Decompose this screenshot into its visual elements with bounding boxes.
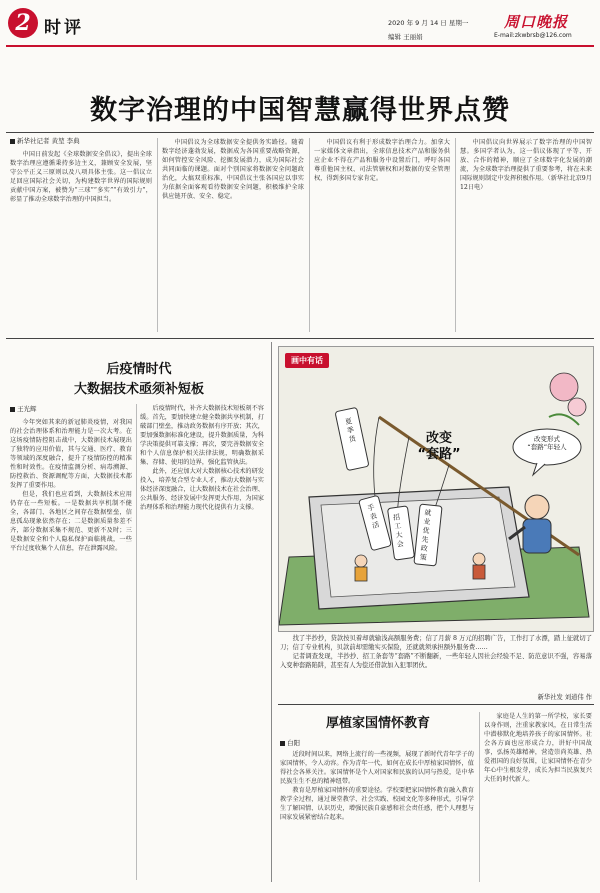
- cartoon-frame: [278, 346, 594, 632]
- article2-col1: [10, 418, 132, 880]
- article2-title-line2: 大数据技术亟须补短板: [73, 382, 204, 397]
- article1-col2: [162, 138, 304, 332]
- issue-editor: 编辑 王丽娟: [388, 33, 423, 41]
- col-divider: [157, 138, 158, 332]
- cartoon-speech: 改变形式 “套路”年轻人: [527, 435, 567, 451]
- cartoon-illustration: [279, 347, 593, 631]
- header-rule: [6, 45, 594, 47]
- col-divider: [455, 138, 456, 332]
- article1-byline: 新华社记者 黄堃 李典: [10, 136, 80, 145]
- paragraph: 家庭是人生的第一所学校，家长要以身作则，注重家教家风，在日常生活中潜移默化地培养孩子的家国情怀。社会各方面也应形成合力，讲好中国故事，弘扬英雄精神，营造崇尚英雄、热爱祖国的良好氛围，让家国情怀在青少年心中生根发芽，成长为担当民族复兴大任的时代新人。: [484, 713, 592, 783]
- paragraph: 后疫情时代，补齐大数据技术短板刻不容缓。首先，要加快建立健全数据共享机制，打破部门壁垒，推动政务数据有序开放；其次，要加强数据标准化建设，提升数据质量，为科学决策提供可靠支撑；再次，要完善数据安全和个人信息保护相关法律法规，明确数据采集、存储、使用的边界，强化监管执法。: [140, 405, 264, 466]
- article1-col1: [10, 150, 152, 332]
- col-divider: [271, 342, 272, 882]
- byline-square-icon: [280, 741, 285, 746]
- article3-col2: [484, 712, 592, 882]
- contact-email: E-mail:zkwbrsb@126.com: [494, 32, 572, 39]
- col-divider: [309, 138, 310, 332]
- paragraph: 近段时间以来，网络上流行的一些视频，展现了新时代青年学子的家国情怀，令人动容。作为青年一代，如何在成长中厚植家国情怀，值得社会各界关注。家国情怀是个人对国家和民族的认同与热爱，是中华民族生生不息的精神纽带。: [280, 751, 474, 785]
- article1-col4: [460, 138, 592, 332]
- paragraph: 今年突如其来的新冠肺炎疫情，对我国的社会治理体系和治理能力是一次大考。在这场疫情防控阻击战中，大数据技术展现出了独特的应用价值，其与交通、医疗、教育等领域的深度融合，提升了疫情防控的精准性和时效性。在疫情监测分析、病毒溯源、防控救治、资源调配等方面，大数据技术都发挥了重要作用。: [10, 419, 132, 489]
- cartoon-tag-3: 招工大会: [392, 513, 405, 549]
- paragraph: 但是，我们也应看到，大数据技术应用仍存在一些短板。一是数据共享机制不健全，各部门、各地区之间存在数据壁垒，信息孤岛现象依然存在；二是数据质量参差不齐，部分数据采集不规范、更新不及时；三是数据安全和个人隐私保护面临挑战，一些平台过度收集个人信息，存在泄露风险。: [10, 491, 132, 552]
- section-title: 时评: [44, 18, 84, 38]
- cartoon-tag-1: 夏季货: [344, 417, 357, 444]
- cartoon-caption: [280, 634, 592, 692]
- byline-square-icon: [10, 139, 15, 144]
- paragraph: 中国日前发起《全球数据安全倡议》，提出全球数字治理应遵循秉持多边主义，兼顾安全发展，坚守公平正义三原则以及八项具体主张。这一倡议立足回应国际社会关切，为构建数字世界的国际规则贡献中国方案，被赞为“三球”“多实”“有效引力”，彰显了推动全球数字治理的中国担当。: [10, 151, 152, 203]
- article1-col3: [314, 138, 450, 332]
- byline-square-icon: [10, 407, 15, 412]
- paragraph: 教育是厚植家国情怀的重要途径。学校要把家国情怀教育融入教育教学全过程，通过课堂教学、社会实践、校园文化等多种形式，引导学生了解国情、认识历史，增强民族自豪感和社会责任感，把个人理想与国家发展紧密结合起来。: [280, 787, 474, 821]
- paragraph: 中国倡议向世界展示了数字治理的中国智慧。多国学者认为，这一倡议体现了平等、开放、合作的精神，顺应了全球数字化发展的潮流，为全球数字治理提供了重要参考，将在未来国际规则制定中发挥积极作用。（新华社北京9月12日电）: [460, 139, 592, 191]
- article2-title-line1: 后疫情时代: [106, 362, 172, 377]
- article3-col1: [280, 750, 474, 882]
- article2-byline: 王光辉: [10, 404, 37, 413]
- col-divider: [136, 404, 137, 880]
- section-rule: [6, 338, 594, 339]
- article3-title: 厚植家国情怀教育: [325, 716, 430, 731]
- headline-rule: [6, 132, 594, 133]
- publication-logo: 周口晚报: [504, 13, 569, 31]
- paragraph: 记者调查发现，半抄抄、招工条套等“套路”不断翻新，一些年轻人因社会经验不足、防范意识不强，容易落入变种套路陷阱，甚至有人为偿还借款加入犯罪团伙。: [280, 653, 592, 669]
- article3-byline: 白阳: [280, 738, 300, 747]
- cartoon-credit: 新华社发 刘道伟 作: [537, 694, 592, 701]
- col-divider: [479, 712, 480, 882]
- cartoon-tag: 画中有话: [285, 353, 329, 368]
- page-header: [0, 0, 600, 66]
- paragraph: 找了半抄抄，贷款按贝着却就输浅高额服务费；信了月薪 8 万元的招聘广告，工作打了水漂，踏上征就切了刀；信了专业机构，贝款前却需缴实买保险，还就就须承担额外服务费……: [280, 635, 592, 651]
- page-number: 2: [15, 10, 31, 36]
- cartoon-tag-2: 手表活: [366, 503, 381, 531]
- issue-date: 2020 年 9 月 14 日 星期一: [388, 19, 469, 27]
- main-headline: 数字治理的中国智慧赢得世界点赞: [90, 95, 510, 126]
- article2-col2: [140, 404, 264, 880]
- paragraph: 中国倡议有利于形成数字治理合力。加拿大一家媒体文章指出，全球信息技术产品和服务供应企业不得在产品和服务中设置后门，呼吁各国尊重他国主权、司法管辖权和对数据的安全管理权，得到多国专家肯定。: [314, 139, 450, 182]
- cartoon-tag-4: 就业优先政策: [419, 508, 432, 562]
- cartoon-sign: 改变 “套路”: [417, 431, 461, 462]
- section-rule: [278, 704, 594, 705]
- paragraph: 中国倡议为全球数据安全提供务实路径。随着数字经济蓬勃发展，数据成为各国重要战略资源，如何管控安全风险、挖掘发展潜力，成为国际社会共同面临的课题。面对个别国家将数据安全问题政治化，大搞双重标准，中国倡议主张各国应以事实为依据全面客观看待数据安全问题，积极维护全球供应链开放、安全、稳定。: [162, 139, 304, 200]
- paragraph: 此外，还应加大对大数据核心技术的研发投入，培养复合型专业人才，推动大数据与实体经济深度融合，让大数据技术在社会治理、公共服务、经济发展中发挥更大作用，为国家治理体系和治理能力现代化提供有力支撑。: [140, 468, 264, 511]
